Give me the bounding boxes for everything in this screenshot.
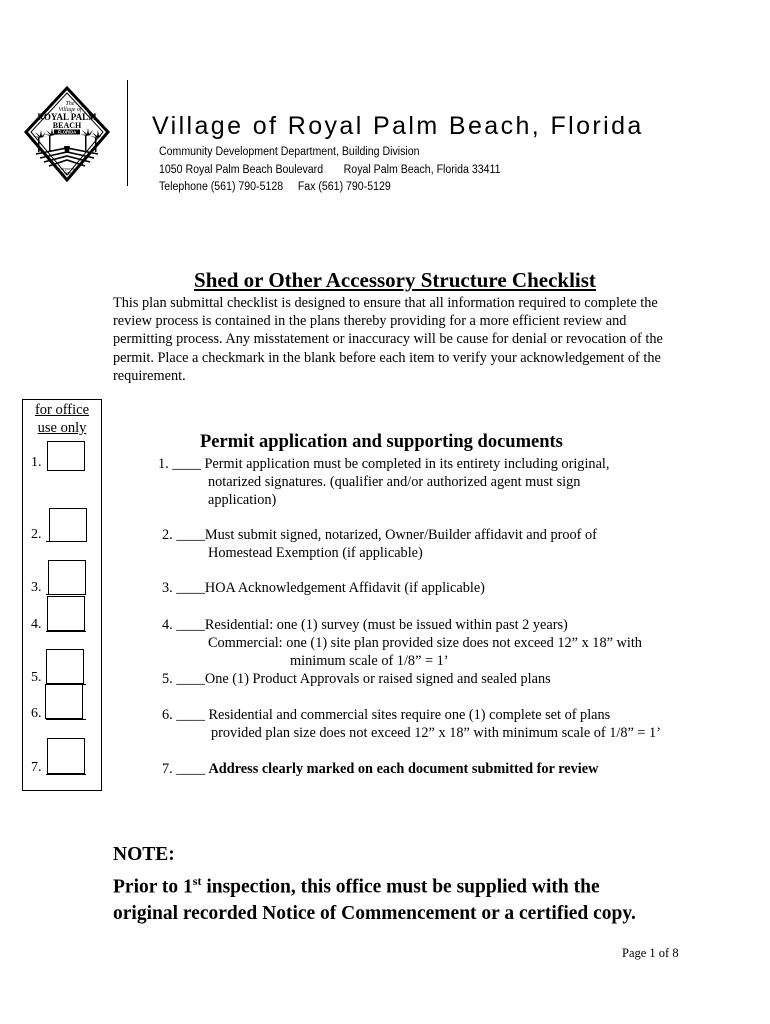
- intro-paragraph: This plan submittal checklist is designed to ensure that all information required to complete the review process is contained in the plans thereby providing for a more efficient review and permitting process. Any misstatement or inaccuracy will be cause for denial or revocation of the permit. Place a checkmark in the blank before each item to verify your acknowledgement of the requirement.: [113, 295, 663, 384]
- logo-text-florida: FLORIDA: [57, 129, 77, 135]
- office-check-box-3[interactable]: [48, 560, 86, 595]
- checklist-item-5: 5. ____One (1) Product Approvals or raised signed and sealed plans: [162, 671, 551, 687]
- logo-text-incorporated: Incorporated: [55, 166, 79, 171]
- office-row-number: 6.: [31, 706, 42, 721]
- logo-text-royal-palm: ROYAL PALM: [37, 112, 97, 122]
- municipality-title: Village of Royal Palm Beach, Florida: [152, 112, 644, 140]
- office-row-number: 5.: [31, 670, 42, 685]
- checklist-item-7-text: Address clearly marked on each document submitted for review: [208, 761, 599, 777]
- logo-text-the: The: [65, 101, 75, 107]
- logo-text-year: 1959: [62, 171, 72, 176]
- checklist-item-4-line2: Commercial: one (1) site plan provided size does not exceed 12” x 18” with: [208, 635, 642, 651]
- checklist-item-4-line3: minimum scale of 1/8” = 1’: [290, 653, 449, 669]
- address-line: 1050 Royal Palm Beach Boulevard Royal Palm Beach, Florida 33411: [159, 163, 501, 176]
- checklist-item-2-line2: Homestead Exemption (if applicable): [208, 545, 423, 561]
- note-block: [113, 842, 636, 927]
- office-row-number: 3.: [31, 580, 42, 595]
- office-row-number: 7.: [31, 760, 42, 775]
- office-check-box-4[interactable]: [47, 596, 85, 631]
- checklist-item-1: 1. ____ Permit application must be completed in its entirety including original,: [158, 456, 610, 472]
- office-underline: [46, 719, 86, 720]
- office-check-box-6[interactable]: [45, 684, 83, 719]
- checklist-item-6: 6. ____ Residential and commercial sites require one (1) complete set of plans: [162, 707, 611, 723]
- note-line2: original recorded Notice of Commencement or a certified copy.: [113, 902, 636, 924]
- office-underline: [46, 774, 86, 775]
- office-use-label: [22, 401, 102, 437]
- contact-block: [159, 144, 500, 197]
- checklist-item-4: 4. ____Residential: one (1) survey (must be issued within past 2 years): [162, 617, 568, 633]
- office-row-number: 2.: [31, 527, 42, 542]
- checklist-item-2: 2. ____Must submit signed, notarized, Owner/Builder affidavit and proof of: [162, 527, 597, 543]
- checklist-item-7: [162, 760, 598, 778]
- office-row-number: 4.: [31, 617, 42, 632]
- office-check-box-7[interactable]: [47, 738, 85, 774]
- checklist-item-1-line2: notarized signatures. (qualifier and/or authorized agent must sign: [208, 474, 581, 490]
- office-check-box-1[interactable]: [47, 441, 85, 471]
- village-seal-logo: [24, 86, 110, 182]
- office-check-box-5[interactable]: [46, 649, 84, 684]
- office-label-line1: for office: [34, 402, 90, 418]
- office-underline: [46, 631, 86, 632]
- note-heading: NOTE:: [113, 844, 175, 865]
- checklist-item-1-line3: application): [208, 492, 277, 508]
- note-line1: Prior to 1st inspection, this office must be supplied with the: [113, 874, 600, 898]
- section-heading: Permit application and supporting documents: [200, 432, 563, 452]
- page-number: Page 1 of 8: [622, 946, 679, 960]
- checklist-title: Shed or Other Accessory Structure Checklist: [194, 268, 596, 292]
- office-row-number: 1.: [31, 455, 42, 470]
- office-check-box-2[interactable]: [49, 508, 87, 542]
- department-line: Community Development Department, Building Division: [159, 146, 420, 158]
- logo-text-village-of: Village of: [58, 107, 82, 113]
- phone-line: Telephone (561) 790-5128 Fax (561) 790-5129: [159, 181, 391, 193]
- logo-text-beach: BEACH: [52, 121, 82, 130]
- checklist-item-3: 3. ____HOA Acknowledgement Affidavit (if applicable): [162, 580, 485, 596]
- office-label-line2: use only: [37, 420, 87, 436]
- header-divider: [127, 80, 128, 186]
- checklist-item-6-line2: provided plan size does not exceed 12” x 18” with minimum scale of 1/8” = 1’: [211, 725, 661, 741]
- checklist-item-7-number: 7. ____: [162, 761, 205, 777]
